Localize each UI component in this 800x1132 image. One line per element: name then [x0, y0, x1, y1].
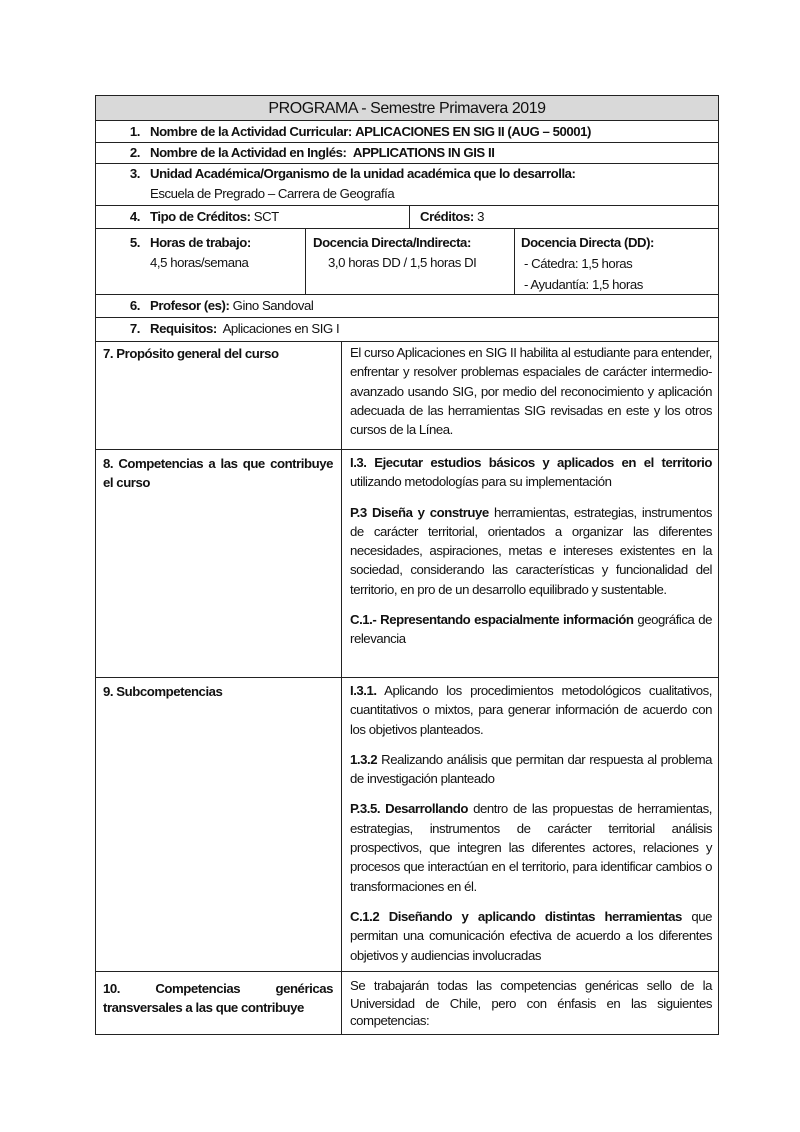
field-value: Aplicaciones en SIG I [222, 321, 340, 336]
docencia-directa-cell [514, 229, 718, 294]
title-row [95, 95, 719, 121]
field-label: Requisitos: [150, 321, 217, 336]
row-creditos [95, 206, 719, 229]
field-label: Docencia Directa (DD): [521, 235, 654, 250]
horas-trabajo-cell [114, 229, 251, 294]
field-value: 4,5 horas/semana [150, 255, 249, 270]
field-value: - Cátedra: 1,5 horas [524, 256, 633, 271]
paragraph: I.3. Ejecutar estudios básicos y aplicados en el territorio utilizando metodologías para su implementación [350, 455, 712, 490]
field-label: Nombre de la Actividad Curricular: [150, 124, 352, 139]
section-label: 8. Competencias a las que contribuye el curso [103, 456, 333, 490]
section-subcompetencias [95, 678, 719, 972]
field-label: Docencia Directa/Indirecta: [313, 235, 471, 250]
creditos-cell [409, 206, 718, 228]
item-number: 1. [129, 124, 140, 139]
page-title: PROGRAMA - Semestre Primavera 2019 [268, 100, 546, 117]
section-content [341, 678, 718, 971]
section-content [341, 450, 718, 677]
section-competencias-genericas [95, 972, 719, 1035]
item-number: 7. [129, 321, 140, 336]
item-number: 2. [129, 145, 140, 160]
row-horas [95, 229, 719, 295]
paragraph: C.1.- Representando espacialmente información geográfica de relevancia [350, 612, 712, 647]
section-label: 9. Subcompetencias [103, 684, 223, 699]
section-content [341, 342, 718, 449]
field-label: Horas de trabajo: [150, 235, 251, 250]
item-number: 6. [129, 298, 140, 313]
section-proposito [95, 342, 719, 450]
section-content [341, 972, 718, 1034]
field-value: APLICACIONES EN SIG II (AUG – 50001) [355, 124, 591, 139]
section-competencias [95, 450, 719, 678]
tipo-creditos-cell [114, 206, 279, 228]
field-value: - Ayudantía: 1,5 horas [524, 277, 643, 292]
item-number: 4. [129, 209, 140, 224]
field-value: Gino Sandoval [232, 298, 314, 313]
field-label: Nombre de la Actividad en Inglés: [150, 145, 347, 160]
item-number: 5. [129, 235, 140, 250]
paragraph: Se trabajarán todas las competencias genéricas sello de la Universidad de Chile, pero con énfasis en las siguientes competencias: [350, 978, 712, 1028]
field-value: 3 [477, 209, 484, 224]
field-label: Tipo de Créditos: [150, 209, 251, 224]
paragraph: P.3.5. Desarrollando dentro de las propuestas de herramientas, estrategias, instrumentos de carácter territorial análisis prospectivos, que integren las diferentes actores, relaciones y procesos que interactúan en el territorio, para identificar cambios o transformaciones en él. [350, 801, 712, 894]
field-value: 3,0 horas DD / 1,5 horas DI [328, 255, 477, 270]
row-actividad-ingles [95, 143, 719, 164]
field-value: SCT [253, 209, 279, 224]
section-label: 10. Competencias genéricas transversales a las que contribuye [103, 981, 333, 1015]
field-value: APPLICATIONS IN GIS II [352, 145, 495, 160]
item-number: 3. [129, 166, 140, 181]
field-label: Profesor (es): [150, 298, 230, 313]
paragraph: C.1.2 Diseñando y aplicando distintas herramientas que permitan una comunicación efectiva de acuerdo a los diferentes objetivos y audiencias involucradas [350, 908, 712, 963]
docencia-directa-indirecta-cell [305, 229, 514, 294]
paragraph: P.3 Diseña y construye herramientas, estrategias, instrumentos de carácter territorial, orientados a organizar las diferentes necesidades, aspiraciones, metas e intereses existentes en la sociedad, considerando las características y funcionalidad del territorio, en pro de un desarrollo equilibrado y sustentable. [350, 504, 712, 597]
paragraph: I.3.1. Aplicando los procedimientos metodológicos cualitativos, cuantitativos o mixtos, para generar información de acuerdo con los objetivos planteados. [350, 683, 712, 737]
section-label: 7. Propósito general del curso [103, 346, 279, 361]
row-actividad-curricular [95, 121, 719, 143]
row-profesor [95, 295, 719, 318]
paragraph: 1.3.2 Realizando análisis que permitan dar respuesta al problema de investigación planteado [350, 751, 712, 787]
field-label: Créditos: [420, 209, 474, 224]
row-requisitos [95, 318, 719, 342]
field-label: Unidad Académica/Organismo de la unidad académica que lo desarrolla: [150, 166, 576, 181]
field-value: Escuela de Pregrado – Carrera de Geografía [150, 186, 395, 201]
paragraph: El curso Aplicaciones en SIG II habilita al estudiante para entender, enfrentar y resolver problemas espaciales de carácter intermedio-avanzado usando SIG, por medio del reconocimiento y aplicación adecuada de las herramientas SIG revisadas en este y los otros cursos de la Línea. [350, 345, 712, 438]
row-unidad-academica [95, 164, 719, 206]
